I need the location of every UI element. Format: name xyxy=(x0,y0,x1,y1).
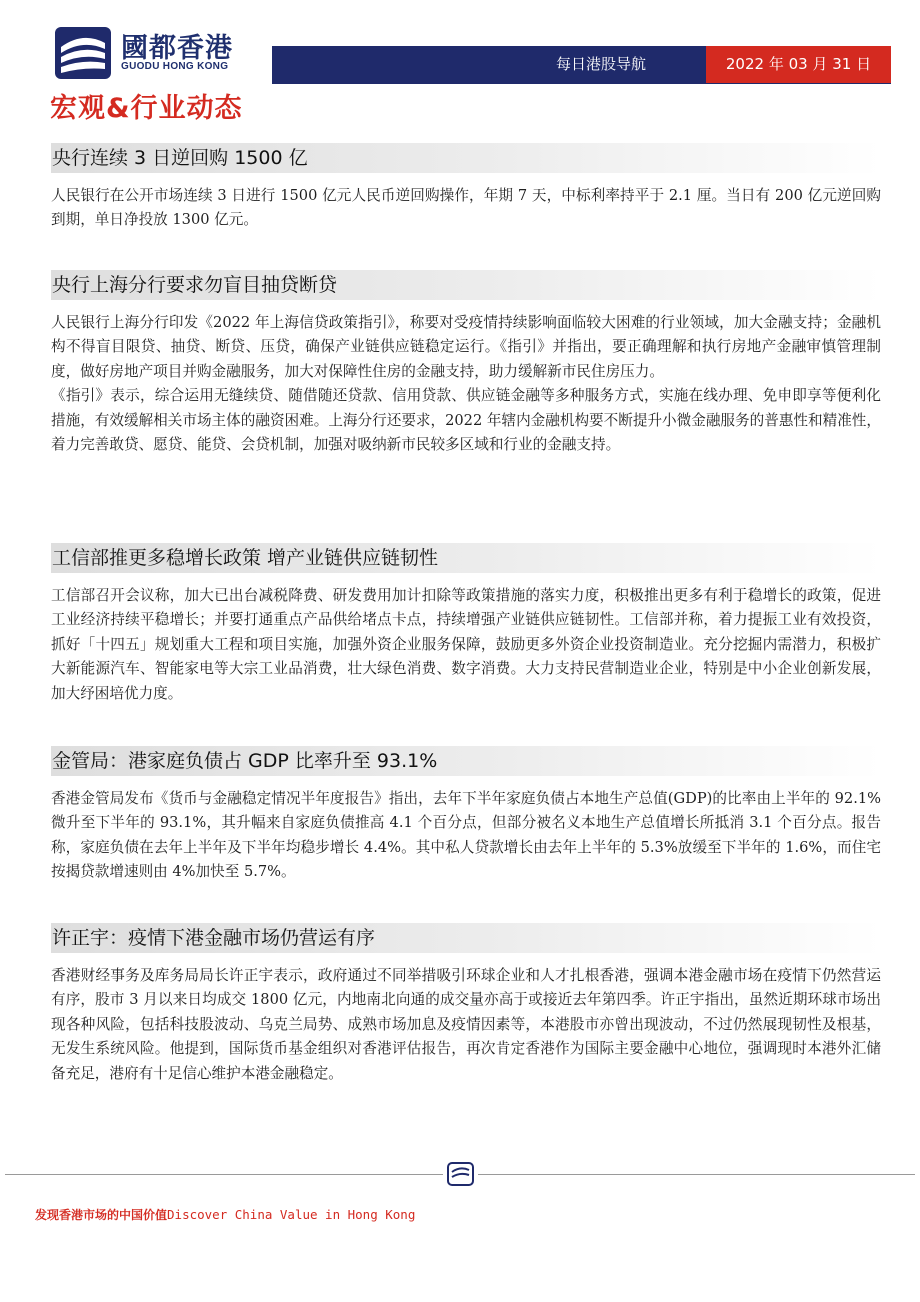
article-paragraph: 香港财经事务及库务局局长许正宇表示，政府通过不同举措吸引环球企业和人才扎根香港，强调本港金融市场在疫情下仍然营运有序，股市 3 月以来日均成交 1800 亿元，内地南北向通的成交量亦高于或接近去年第四季。许正宇指出，虽然近期环球市场出现各种风险，包括科技股波动、乌克兰局势、成熟市场加息及疫情因素等，本港股市亦曾出现波动，不过仍然展现韧性及根基，无发生系统风险。他提到，国际货币基金组织对香港评估报告，再次肯定香港作为国际主要金融中心地位，强调现时本港外汇储备充足，港府有十足信心维护本港金融稳定。 xyxy=(51,967,881,1082)
article-miit-policy xyxy=(51,543,881,706)
slogan-cn: 发现香港市场的中国价值 xyxy=(35,1208,168,1222)
article-paragraph: 工信部召开会议称，加大已出台减税降费、研发费用加计扣除等政策措施的落实力度，积极推出更多有利于稳增长的政策，促进工业经济持续平稳增长；并要打通重点产品供给堵点卡点，持续增强产业链供应链韧性。工信部并称，着力提振工业有效投资，抓好「十四五」规划重大工程和项目实施，加强外资企业服务保障，鼓励更多外资企业投资制造业。充分挖掘内需潜力，积极扩大新能源汽车、智能家电等大宗工业品消费，壮大绿色消费、数字消费。大力支持民营制造业企业，特别是中小企业创新发展，加大纾困培优力度。 xyxy=(51,587,881,702)
article-heading: 央行上海分行要求勿盲目抽贷断贷 xyxy=(51,270,881,300)
article-paragraph: 《指引》表示，综合运用无缝续贷、随借随还贷款、信用贷款、供应链金融等多种服务方式，实施在线办理、免申即享等便利化措施，有效缓解相关市场主体的融资困难。上海分行还要求，2022 年辖内金融机构要不断提升小微金融服务的普惠性和精准性，着力完善敢贷、愿贷、能贷、会贷机制，加强对吸纳新市民较多区域和行业的金融支持。 xyxy=(51,387,881,454)
guodu-logo-icon xyxy=(55,27,111,79)
article-heading: 许正宇：疫情下港金融市场仍营运有序 xyxy=(51,923,881,953)
article-heading: 工信部推更多稳增长政策 增产业链供应链韧性 xyxy=(51,543,881,573)
article-heading: 金管局：港家庭负债占 GDP 比率升至 93.1% xyxy=(51,746,881,776)
footer-logo-icon xyxy=(447,1162,474,1186)
section-title: 宏观&行业动态 xyxy=(50,93,243,124)
article-hk-market-order xyxy=(51,923,881,1086)
report-date: 2022 年 03 月 31 日 xyxy=(706,46,891,83)
article-heading: 央行连续 3 日逆回购 1500 亿 xyxy=(51,143,881,173)
slogan-en: Discover China Value in Hong Kong xyxy=(167,1207,416,1222)
article-hkma-household-debt xyxy=(51,746,881,885)
article-paragraph: 香港金管局发布《货币与金融稳定情况半年度报告》指出，去年下半年家庭负债占本地生产总值(GDP)的比率由上半年的 92.1%微升至下半年的 93.1%，其升幅来自家庭负债推高 4.1 个百分点，但部分被名义本地生产总值增长所抵消 3.1 个百分点。报告称，家庭负债在去年上半年及下半年均稳步增长 4.4%。其中私人贷款增长由去年上半年的 5.3%放缓至下半年的 1.6%，而住宅按揭贷款增速则由 4%加快至 5.7%。 xyxy=(51,790,881,881)
header-bar-underline xyxy=(272,83,891,84)
article-pboc-repo xyxy=(51,143,881,233)
article-paragraph: 人民银行在公开市场连续 3 日进行 1500 亿元人民币逆回购操作，年期 7 天，中标利率持平于 2.1 厘。当日有 200 亿元逆回购到期，单日净投放 1300 亿元。 xyxy=(51,187,881,229)
footer-divider-right xyxy=(478,1174,915,1175)
brand-name-cn: 國都香港 xyxy=(121,33,233,64)
report-title: 每日港股导航 xyxy=(556,55,647,73)
brand-name-en: GUODU HONG KONG xyxy=(121,61,229,72)
article-shanghai-credit xyxy=(51,270,881,457)
article-paragraph: 人民银行上海分行印发《2022 年上海信贷政策指引》，称要对受疫情持续影响面临较大困难的行业领域，加大金融支持；金融机构不得盲目限贷、抽贷、断贷、压贷，确保产业链供应链稳定运行。《指引》并指出，要正确理解和执行房地产金融审慎管理制度，做好房地产项目并购金融服务，加大对保障性住房的金融支持，助力缓解新市民住房压力。 xyxy=(51,314,881,380)
footer-divider-left xyxy=(5,1174,443,1175)
footer-slogan xyxy=(35,1206,415,1223)
